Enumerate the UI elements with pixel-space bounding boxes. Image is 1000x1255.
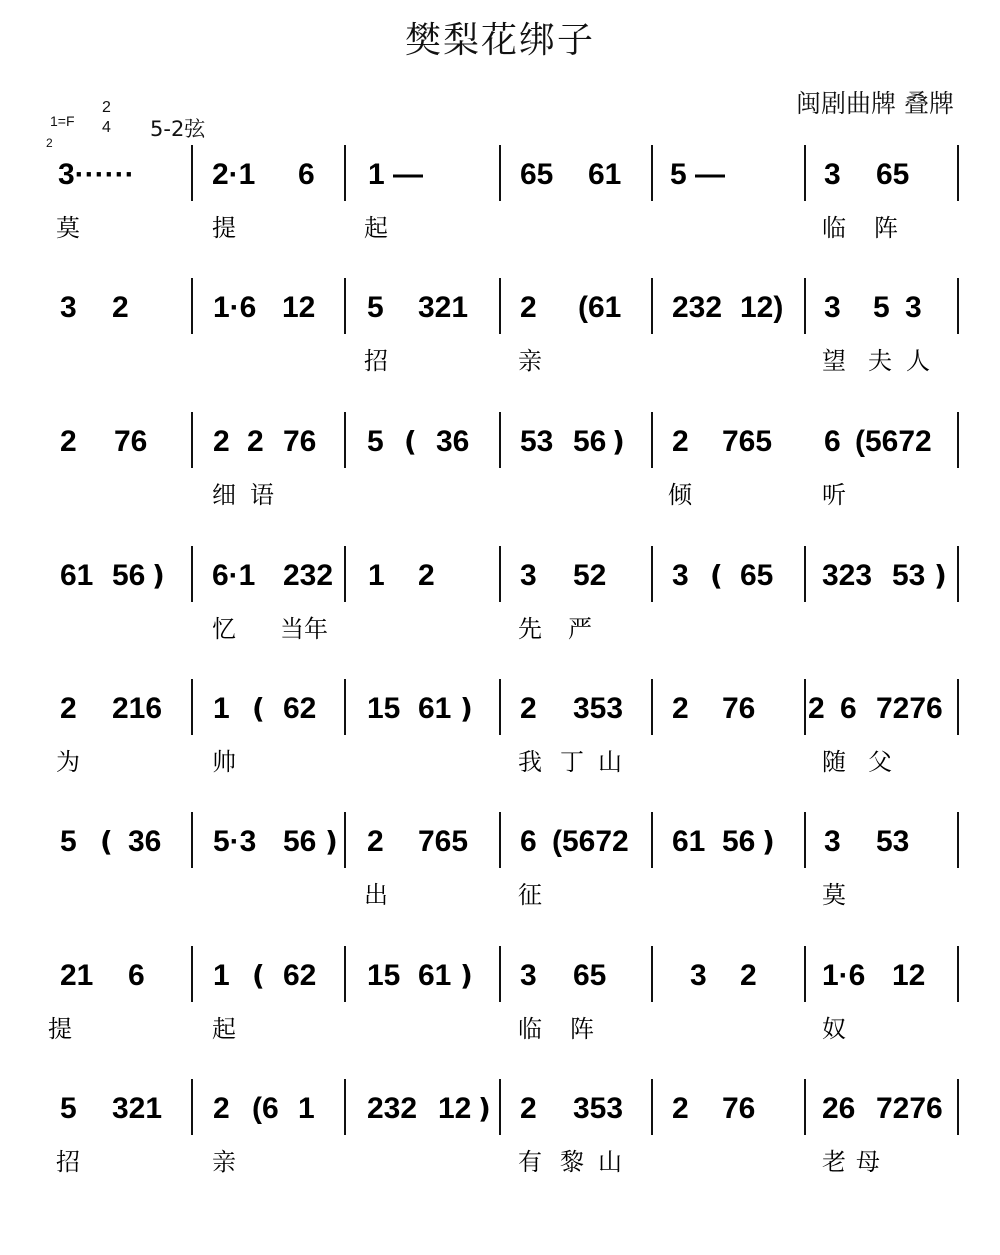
lyric: 招 [56, 1148, 80, 1176]
note: 2 [808, 692, 825, 725]
note: 12 [892, 959, 926, 992]
lyric: 起 [212, 1015, 236, 1043]
lyric: 语 [250, 481, 274, 509]
note: ) [460, 959, 473, 992]
note: ( [252, 959, 265, 992]
note: 12) [740, 291, 784, 324]
lyric: 倾 [668, 481, 692, 509]
note: 56 [283, 825, 317, 858]
note: 65 [876, 158, 910, 191]
note: 1·6 [822, 959, 866, 992]
note: 65 [740, 559, 774, 592]
note: 2·1 [212, 158, 256, 191]
note: 65 [573, 959, 607, 992]
lyric: 起 [364, 214, 388, 242]
tuning-label: 5-2弦 [150, 117, 206, 141]
note: 1 [298, 1092, 315, 1125]
note: 1 [213, 959, 230, 992]
lyric: 我 [518, 748, 542, 776]
note: 61 [672, 825, 706, 858]
note: ( [100, 825, 113, 858]
note: 7276 [876, 1092, 943, 1125]
lyric: 帅 [212, 748, 236, 776]
time-signature-top: 2 [102, 99, 111, 116]
note: ( [252, 692, 265, 725]
lyric: 临 [822, 214, 846, 242]
lyric: 莫 [822, 881, 846, 909]
note: 1 [368, 559, 385, 592]
note: 3 [824, 825, 841, 858]
lyric: 先 [518, 615, 542, 643]
note: 53 [876, 825, 910, 858]
note: 53 [520, 425, 554, 458]
lyric: 细 [212, 481, 236, 509]
system-4 [60, 546, 958, 643]
note: 2 [418, 559, 435, 592]
lyric: 当年 [280, 615, 328, 643]
note: 2 [60, 692, 77, 725]
note: 76 [283, 425, 317, 458]
note: 76 [722, 1092, 756, 1125]
note: 52 [573, 559, 607, 592]
system-2 [60, 278, 958, 375]
note: 765 [722, 425, 773, 458]
note: 56 [722, 825, 756, 858]
note: 6 [824, 425, 841, 458]
note: 321 [112, 1092, 163, 1125]
note: 2 [672, 692, 689, 725]
lyric: 黎 [560, 1148, 584, 1176]
lyric: 父 [868, 748, 892, 776]
note: ) [325, 825, 338, 858]
note: 21 [60, 959, 94, 992]
note: 6 [128, 959, 145, 992]
note: 62 [283, 692, 317, 725]
note: 3 [905, 291, 922, 324]
time-signature-bottom: 4 [102, 119, 111, 136]
note: (61 [578, 291, 622, 324]
key-signature: 1=F [50, 113, 75, 129]
note: 2 [60, 425, 77, 458]
note: ( [710, 559, 723, 592]
note: 6·1 [212, 559, 256, 592]
note: 2 [520, 692, 537, 725]
lyric: 母 [856, 1148, 880, 1176]
note: 3 [60, 291, 77, 324]
lyric: 亲 [212, 1148, 236, 1176]
note: (5672 [855, 425, 932, 458]
lyric: 山 [598, 748, 622, 776]
note: 232 [672, 291, 723, 324]
lyric: 有 [518, 1148, 542, 1176]
lyric: 莫 [56, 214, 80, 242]
system-1 [56, 145, 958, 242]
note: 2 [367, 825, 384, 858]
note: 2 [520, 1092, 537, 1125]
lyric: 亲 [518, 347, 542, 375]
note: 3 [824, 158, 841, 191]
note: 26 [822, 1092, 856, 1125]
lyric: 奴 [822, 1015, 846, 1043]
note: 6 [520, 825, 537, 858]
note: 232 [367, 1092, 418, 1125]
lyric: 人 [906, 347, 930, 375]
lyric: 丁 [560, 748, 584, 776]
grace-note: 2 [46, 136, 53, 150]
note: 5 [60, 825, 77, 858]
note: 323 [822, 559, 873, 592]
lyric: 听 [822, 481, 846, 509]
system-6 [60, 812, 958, 909]
note: 5·3 [213, 825, 257, 858]
note: ( [404, 425, 417, 458]
note: 232 [283, 559, 334, 592]
note: 2 [520, 291, 537, 324]
lyric: 提 [212, 214, 236, 242]
lyric: 临 [518, 1015, 542, 1043]
system-3 [60, 412, 958, 509]
note: 353 [573, 692, 624, 725]
note: 2 [740, 959, 757, 992]
note: 61 [60, 559, 94, 592]
note: ) [762, 825, 775, 858]
note: 56 [573, 425, 607, 458]
lyric: 征 [518, 881, 542, 909]
lyric: 望 [822, 347, 846, 375]
score-title: 樊梨花绑子 [404, 20, 595, 61]
note: ) [152, 559, 165, 592]
system-7 [48, 946, 958, 1043]
note: 6 [298, 158, 315, 191]
note: ) [460, 692, 473, 725]
note: 321 [418, 291, 469, 324]
note: 53 [892, 559, 926, 592]
note: 76 [114, 425, 148, 458]
lyric: 招 [364, 347, 388, 375]
note: 15 [367, 692, 401, 725]
note: 2 [672, 1092, 689, 1125]
note: 1 [213, 692, 230, 725]
note: 5 [367, 291, 384, 324]
note: (6 [252, 1092, 279, 1125]
lyric: 夫 [868, 347, 892, 375]
lyric: 山 [598, 1148, 622, 1176]
note: ) [478, 1092, 491, 1125]
note: 1·6 [213, 291, 257, 324]
note: ) [934, 559, 947, 592]
note: 6 [840, 692, 857, 725]
note: 15 [367, 959, 401, 992]
system-8 [56, 1079, 958, 1176]
source-label: 闽剧曲牌 叠牌 [796, 89, 954, 118]
lyric: 阵 [570, 1015, 594, 1043]
note: 56 [112, 559, 146, 592]
note: 36 [436, 425, 470, 458]
lyric: 为 [56, 748, 80, 776]
note: 62 [283, 959, 317, 992]
note: 12 [438, 1092, 472, 1125]
note: 3 [520, 959, 537, 992]
note: 76 [722, 692, 756, 725]
lyric: 忆 [212, 615, 236, 643]
note: 3 [672, 559, 689, 592]
note: 65 [520, 158, 554, 191]
note: 12 [282, 291, 316, 324]
note: 353 [573, 1092, 624, 1125]
note: 5 — [670, 158, 726, 191]
note: 2 [213, 425, 230, 458]
note: 2 [672, 425, 689, 458]
lyric: 提 [48, 1015, 72, 1043]
note: 3 [520, 559, 537, 592]
note: 61 [418, 959, 452, 992]
note: 5 [60, 1092, 77, 1125]
lyric: 出 [364, 881, 388, 909]
note: 3 [824, 291, 841, 324]
note: 36 [128, 825, 162, 858]
note: ) [612, 425, 625, 458]
note: 3······ [58, 158, 135, 191]
note: 2 [213, 1092, 230, 1125]
note: 3 [690, 959, 707, 992]
note: 7276 [876, 692, 943, 725]
note: 61 [418, 692, 452, 725]
lyric: 阵 [874, 214, 898, 242]
lyric: 随 [822, 748, 846, 776]
system-5 [56, 679, 958, 776]
note: 5 [873, 291, 890, 324]
note: 1 — [368, 158, 424, 191]
note: 765 [418, 825, 469, 858]
lyric: 老 [822, 1148, 846, 1176]
note: (5672 [552, 825, 629, 858]
note: 2 [247, 425, 264, 458]
note: 2 [112, 291, 129, 324]
note: 216 [112, 692, 163, 725]
note: 5 [367, 425, 384, 458]
lyric: 严 [568, 615, 592, 643]
note: 61 [588, 158, 622, 191]
